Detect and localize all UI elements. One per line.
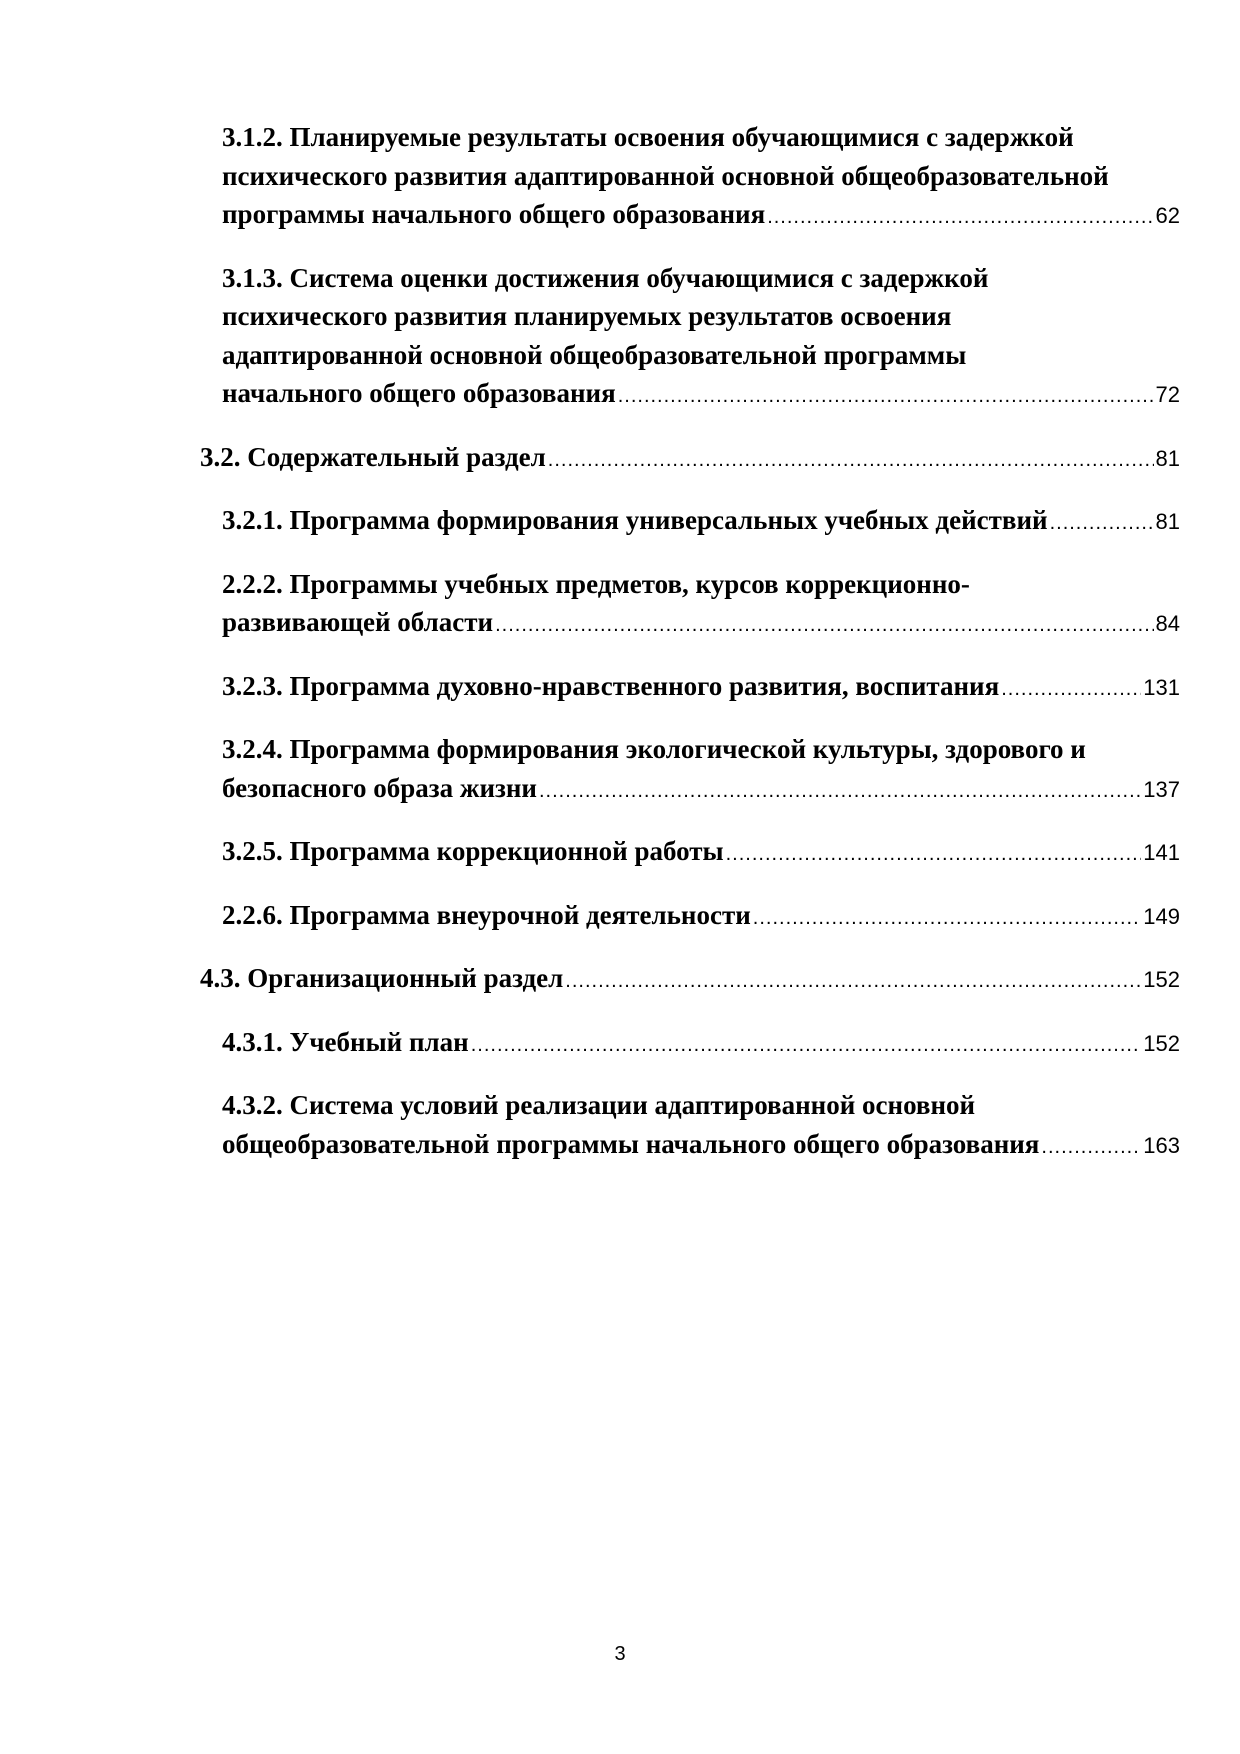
dot-leader (726, 835, 1142, 874)
toc-entry-text: 3.2.1. Программа формирования универсальных учебных действий (222, 505, 1048, 535)
dot-leader (495, 606, 1153, 645)
dot-leader (767, 198, 1153, 237)
dot-leader (548, 441, 1154, 480)
toc-page-number: 163 (1143, 1132, 1180, 1158)
toc-page-number: 152 (1143, 1030, 1180, 1056)
toc-entry-text: 2.2.6. Программа внеурочной деятельности (222, 899, 751, 930)
toc-entry-text: 3.2. Содержательный раздел (200, 441, 546, 472)
toc-entry[interactable] (222, 730, 1180, 810)
toc-entry-text: 3.2.3. Программа духовно-нравственного развития, воспитания (222, 670, 1000, 701)
toc-page-number: 72 (1155, 382, 1180, 407)
page-number: 3 (614, 1643, 626, 1665)
toc-page-number: 152 (1143, 967, 1180, 992)
toc-entry-text: 3.1.2. Планируемые результаты освоения обучающимися с задержкой (222, 122, 1074, 152)
dot-leader (618, 377, 1154, 416)
toc-page-number: 84 (1155, 611, 1180, 636)
toc-entry-text: общеобразовательной программы начального общего образования (222, 1128, 1040, 1159)
toc-entry[interactable] (222, 501, 1180, 543)
toc-entry-text: 4.3.1. Учебный план (222, 1026, 469, 1057)
toc-section-entry[interactable] (200, 438, 1180, 480)
dot-leader (1001, 670, 1141, 709)
dot-leader (539, 772, 1141, 811)
dot-leader (471, 1026, 1142, 1065)
toc-entry-text: 3.1.3. Система оценки достижения обучающимися с задержкой (222, 262, 989, 293)
table-of-contents (0, 118, 1240, 1188)
toc-entry[interactable] (222, 667, 1180, 709)
toc-entry-text: безопасного образа жизни (222, 772, 537, 803)
toc-entry-text: 3.2.4. Программа формирования экологической культуры, здорового и (222, 734, 1086, 764)
toc-entry[interactable] (222, 1023, 1180, 1065)
toc-page-number: 81 (1155, 445, 1180, 471)
toc-entry-text: начального общего образования (222, 378, 616, 408)
toc-entry-text: программы начального общего образования (222, 199, 766, 229)
toc-section-entry[interactable] (200, 959, 1180, 1001)
dot-leader (1041, 1128, 1141, 1167)
toc-entry-text: 4.3.2. Система условий реализации адаптированной основной (222, 1090, 976, 1120)
dot-leader (753, 899, 1142, 938)
toc-entry[interactable] (222, 259, 1180, 416)
toc-entry[interactable] (222, 1086, 1180, 1166)
toc-entry-text: 2.2.2. Программы учебных предметов, курсов коррекционно- (222, 568, 970, 599)
toc-entry[interactable] (222, 118, 1180, 237)
dot-leader (1050, 504, 1154, 543)
toc-entry-text: 4.3. Организационный раздел (200, 963, 564, 993)
toc-page-number: 137 (1143, 776, 1180, 802)
toc-entry-text: психического развития адаптированной основной общеобразовательной (222, 160, 1109, 191)
toc-page-number: 62 (1155, 203, 1180, 228)
dot-leader (565, 962, 1141, 1001)
toc-page-number: 141 (1143, 840, 1180, 865)
toc-entry[interactable] (222, 896, 1180, 938)
toc-page-number: 149 (1143, 903, 1180, 929)
toc-entry-text: психического развития планируемых результатов освоения (222, 301, 952, 331)
toc-page-number: 81 (1155, 509, 1180, 534)
toc-entry[interactable] (222, 832, 1180, 874)
toc-entry[interactable] (222, 565, 1180, 645)
toc-page-number: 131 (1143, 674, 1180, 700)
toc-entry-text: развивающей области (222, 607, 494, 637)
toc-entry-text: адаптированной основной общеобразовательной программы (222, 339, 967, 370)
toc-entry-text: 3.2.5. Программа коррекционной работы (222, 836, 724, 866)
